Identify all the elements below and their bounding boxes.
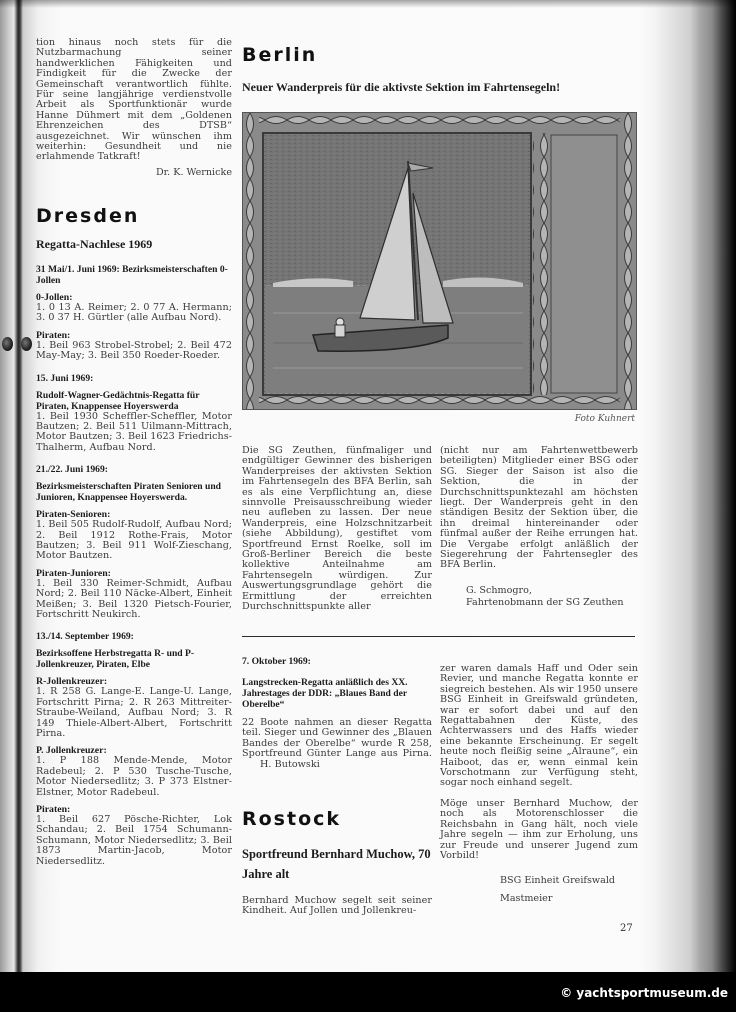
signature-name: G. Schmogro,: [466, 584, 532, 596]
result-group: [36, 568, 232, 621]
section-title-dresden: Dresden: [36, 204, 140, 227]
binder-hole-icon: [21, 337, 32, 351]
signature-name: Mastmeier: [500, 893, 553, 905]
berlin-article-text: (nicht nur am Fahrtenwettbewerb beteiligten) Mitglieder einer BSG oder SG. Sieger der Saison ist also die Sektion, die in der Durchschnittspunktezahl am höchsten liegt. Der Wanderpreis geht in den ständigen Besitz der Sektion über, die ihn dreimal hintereinander oder fünfmal außer der Reihe errungen hat. Die Vergabe erfolgt anläßlich der Siegerehrung der Fahrtensegler des BFA Berlin.: [440, 445, 638, 571]
section-title-berlin: Berlin: [242, 44, 318, 66]
event-name: Bezirksmeisterschaften Piraten Senioren und Junioren, Knappensee Hoyerswerda.: [36, 481, 222, 504]
copyright-watermark: © yachtsportmuseum.de: [560, 986, 728, 1000]
event-name: Bezirksmeisterschaften 0-Jollen: [36, 263, 228, 286]
result-category: R-Jollenkreuzer:: [36, 676, 108, 688]
result-group: [36, 330, 232, 362]
event-date: 31 Mai/1. Juni 1969:: [36, 263, 120, 275]
result-group: [36, 676, 232, 739]
berlin-article-text: Die SG Zeuthen, fünfmaliger und endgültiger Gewinner des bisherigen Wanderpreises der aktivsten Sektion im Fahrtensegeln des BFA Berlin, sah es als eine Verpflichtung an, diese sinnvolle Preisausschreibung wieder neu aufleben zu lassen. Der neue Wanderpreis, eine Holzschnitzarbeit (siehe Abbildung), gestiftet vom Sportfreund Ernst Roelke, soll im Groß-Berliner Bereich die beste kollektive Anteilnahme am Fahrtensegeln würdigen. Zur Auswertungsgrundlage gehört die Ermittlung der erreichten Durchschnittspunkte aller: [242, 445, 432, 613]
signature-org: BSG Einheit Greifswald: [500, 875, 616, 887]
result-text: 1. R 258 G. Lange-E. Lange-U. Lange, Fortschritt Pirna; 2. R 263 Mittreiter-Straube-Weiland, Aufbau Nord; 3. R 149 Thiele-Albert-Albert, Fortschritt Pirna.: [36, 686, 232, 739]
event-block: [36, 373, 232, 454]
berlin-headline: Neuer Wanderpreis für die aktivste Sektion im Fahrtensegeln!: [242, 80, 561, 94]
result-group: [36, 745, 232, 798]
result-text: 1. P 188 Mende-Mende, Motor Radebeul; 2. P 530 Tusche-Tusche, Motor Niedersedlitz; 3. P 373 Elstner-Elstner, Motor Radebeul.: [36, 755, 232, 798]
binder-hole-icon: [2, 337, 13, 351]
event-name: Bezirksoffene Herbstregatta R- und P-Jollenkreuzer, Piraten, Elbe: [36, 648, 195, 671]
rostock-continued: [440, 664, 638, 905]
result-text: 1. Beil 505 Rudolf-Rudolf, Aufbau Nord; 2. Beil 1912 Rothe-Frais, Motor Bautzen; 3. Beil 911 Wolf-Zieschang, Motor Bautzen.: [36, 519, 232, 562]
event-text: [242, 718, 432, 770]
event-date: 21./22. Juni 1969:: [36, 464, 108, 476]
photo-credit: Foto Kuhnert: [574, 414, 635, 424]
event-signature: H. Butowski: [260, 758, 320, 770]
berlin-signature: [440, 585, 638, 609]
event-block: [36, 264, 232, 362]
result-category: Piraten-Junioren:: [36, 567, 111, 579]
rostock-headline: Sportfreund Bernhard Muchow, 70 Jahre alt: [242, 847, 431, 882]
result-text: 1. Beil 963 Strobel-Strobel; 2. Beil 472 May-May; 3. Beil 350 Roeder-Roeder.: [36, 339, 232, 362]
event-name: Rudolf-Wagner-Gedächtnis-Regatta für Piraten, Knappensee Hoyerswerda: [36, 389, 200, 412]
result-group: [36, 292, 232, 324]
result-text: 1. Beil 330 Reimer-Schmidt, Aufbau Nord; 2. Beil 110 Näcke-Albert, Einheit Meißen; 3. Beil 1320 Pietsch-Fourier, Fortschritt Neukirch.: [36, 577, 232, 620]
section-divider: [242, 636, 635, 637]
signature-role: Fahrtenobmann der SG Zeuthen: [466, 596, 624, 608]
event-text-body: 22 Boote nahmen an dieser Regatta teil. Sieger und Gewinner des „Blauen Bandes der Oberelbe“ wurde R 258, Sportfreund Günter Lange aus Pirna.: [242, 717, 432, 760]
result-category: Piraten:: [36, 804, 71, 816]
rostock-text-start: Bernhard Muchow segelt seit seiner Kindheit. Auf Jollen und Jollenkreu-: [242, 895, 432, 917]
dresden-headline: Regatta-Nachlese 1969: [36, 236, 153, 251]
intro-text: tion hinaus noch stets für die Nutzbarmachung seiner handwerklichen Fähigkeiten und Findigkeit für die Zwecke der Gemeinschaft verantwortlich fühlte. Für seine langjährige verdienstvolle Arbeit als Sportfunktionär wurde Hanne Dühmert mit dem „Goldenen Ehrenzeichen des DTSB“ ausgezeichnet. Wir wünschen ihm weiterhin: Gesundheit und nie erlahmende Tatkraft!: [36, 37, 232, 163]
sailboat-relief-icon: [243, 113, 636, 409]
event-block: [36, 464, 232, 620]
rostock-signature: [440, 875, 638, 905]
page-number: 27: [620, 923, 633, 934]
intro-signature: Dr. K. Wernicke: [155, 166, 232, 178]
result-text: 1. Beil 1930 Scheffler-Scheffler, Motor Bautzen; 2. Beil 511 Uilmann-Mittrach, Motor Bautzen; 3. Beil 1623 Friedrichs-Thalherm, Aufbau Nord.: [36, 410, 232, 453]
event-block: [36, 631, 232, 867]
event-name: Langstrecken-Regatta anläßlich des XX. Jahrestages der DDR: „Blaues Band der Oberelbe“: [242, 677, 408, 710]
page-top-shadow: [0, 0, 736, 8]
event-date: 7. Oktober 1969:: [242, 656, 311, 667]
result-category: Piraten-Senioren:: [36, 509, 111, 521]
dresden-continued: [242, 656, 432, 917]
result-category: P. Jollenkreuzer:: [36, 745, 107, 757]
rostock-text-continued: zer waren damals Haff und Oder sein Revier, und manche Regatta konnte er siegreich bestehen. Als wir 1950 unsere BSG Einheit in Greifswald gründeten, war er sofort dabei und auf den Regattabahnen der Küste, des Achterwassers und des Haffs wieder eine bekannte Erscheinung. Er segelt heute noch fleißig seine „Alraune“, ein Haiboot, das er, wenn einmal kein Vorschotmann zur Verfügung steht, sogar noch einhand segelt.: [440, 663, 638, 789]
result-group: [36, 509, 232, 562]
event-date: 13./14. September 1969:: [36, 631, 134, 643]
wood-carving-photo: [242, 112, 637, 410]
result-group: [36, 804, 232, 867]
left-column: [36, 38, 232, 867]
berlin-text-col-1: [242, 446, 432, 613]
event-heading: [36, 264, 232, 286]
result-category: Piraten:: [36, 329, 71, 341]
rostock-text-wish: Möge unser Bernhard Muchow, der noch als Motorenschlosser die Reichsbahn in Gang hält, noch viele Jahre segeln — ihm zur Erholung, uns zur Freude und unserer Jugend zum Vorbild!: [440, 797, 638, 861]
event-date: 15. Juni 1969:: [36, 372, 94, 384]
berlin-text-col-2: [440, 446, 638, 609]
result-text: 1. 0 13 A. Reimer; 2. 0 77 A. Hermann; 3. 0 37 H. Gürtler (alle Aufbau Nord).: [36, 301, 232, 324]
result-text: 1. Beil 627 Pösche-Richter, Lok Schandau; 2. Beil 1754 Schumann-Schumann, Motor Niedersedlitz; 3. Beil 1873 Martin-Jacob, Motor Niedersedlitz.: [36, 814, 232, 867]
section-title-rostock: Rostock: [242, 808, 342, 831]
result-category: 0-Jollen:: [36, 291, 73, 303]
